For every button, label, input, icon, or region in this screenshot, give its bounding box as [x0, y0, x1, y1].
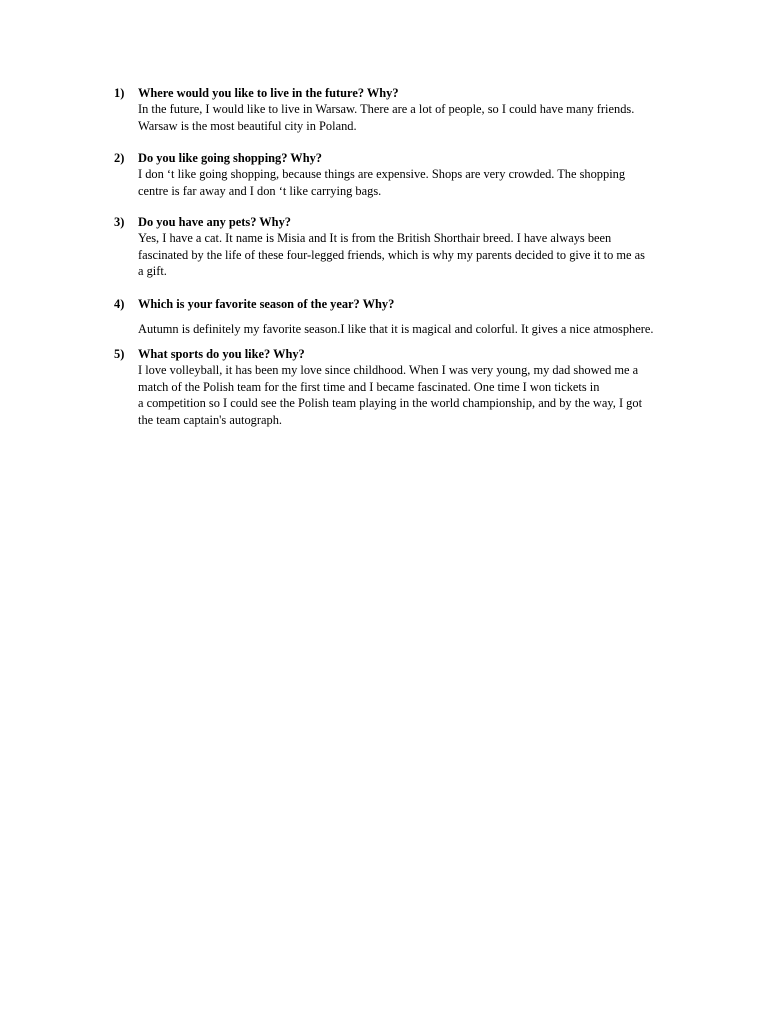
- item-number: 3): [114, 215, 125, 229]
- answer-line: the team captain's autograph.: [138, 412, 282, 427]
- answer-line: In the future, I would like to live in Warsaw. There are a lot of people, so I could have many friends.: [138, 102, 635, 117]
- question-text: What sports do you like? Why?: [138, 347, 305, 361]
- answer-line: I don ‘t like going shopping, because things are expensive. Shops are very crowded. The shopping: [138, 167, 626, 182]
- answer-text: [138, 362, 694, 428]
- question-text: Do you have any pets? Why?: [138, 215, 291, 229]
- answer-line: Autumn is definitely my favorite season.I like that it is magical and colorful. It gives a nice atmosphere.: [138, 322, 654, 337]
- answer-text: [138, 166, 694, 199]
- answer-line: Warsaw is the most beautiful city in Poland.: [138, 118, 357, 133]
- question-item-3: [114, 214, 694, 280]
- answer-line: fascinated by the life of these four-legged friends, which is why my parents decided to give it to me as: [138, 247, 645, 262]
- question-item-4: [114, 296, 694, 338]
- item-number: 2): [114, 151, 125, 165]
- answer-line: match of the Polish team for the first time and I became fascinated. One time I won tickets in: [138, 379, 600, 394]
- item-number: 1): [114, 86, 125, 100]
- answer-line: I love volleyball, it has been my love since childhood. When I was very young, my dad showed me a: [138, 363, 639, 378]
- question-item-5: [114, 346, 694, 428]
- question-item-2: [114, 150, 694, 199]
- question-text: Do you like going shopping? Why?: [138, 151, 322, 165]
- answer-line: a gift.: [138, 264, 167, 279]
- answer-text: [138, 101, 694, 134]
- item-number: 4): [114, 297, 125, 311]
- question-text: Where would you like to live in the future? Why?: [138, 86, 399, 100]
- answer-text: [138, 321, 694, 337]
- question-item-1: [114, 85, 694, 134]
- question-text: Which is your favorite season of the year? Why?: [138, 297, 395, 311]
- answer-line: a competition so I could see the Polish team playing in the world championship, and by the way, I got: [138, 396, 643, 411]
- answer-line: centre is far away and I don ‘t like carrying bags.: [138, 183, 382, 198]
- answer-text: [138, 230, 694, 279]
- answer-line: Yes, I have a cat. It name is Misia and It is from the British Shorthair breed. I have always been: [138, 231, 612, 246]
- item-number: 5): [114, 347, 125, 361]
